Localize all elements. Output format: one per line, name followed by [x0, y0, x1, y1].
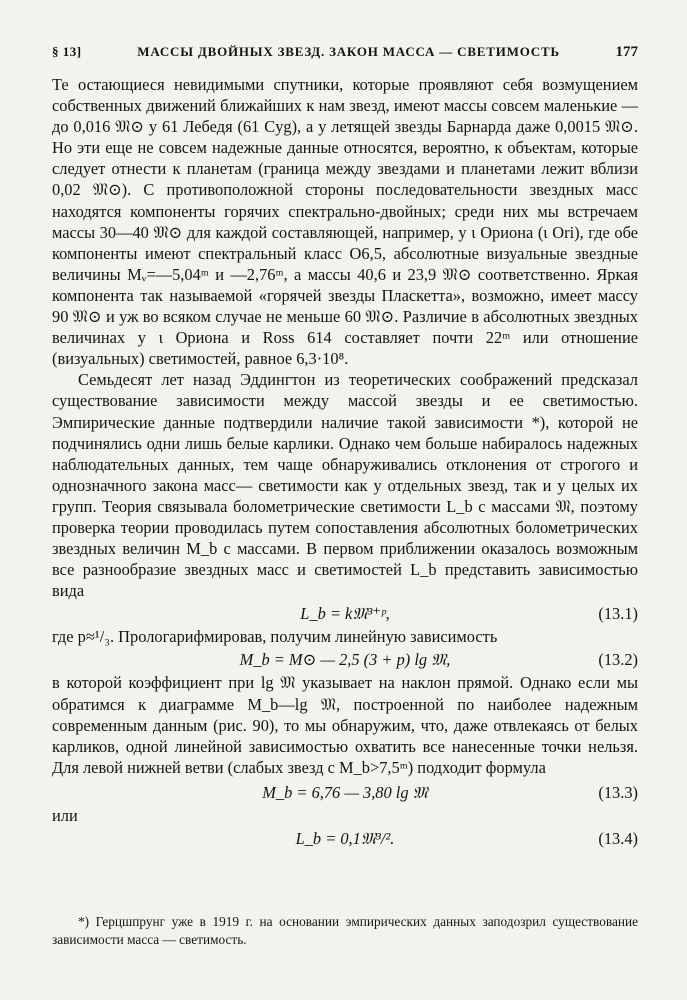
equation-number: (13.2): [598, 650, 638, 670]
equation-expression: M_b = M⊙ — 2,5 (3 + p) lg 𝔐,: [239, 650, 451, 670]
equation-expression: L_b = 0,1𝔐³/².: [295, 829, 395, 848]
paragraph-2: Семьдесят лет назад Эддингтон из теоретических соображений предсказал существование зависимости между массой звезды и ее светимостью. Эмпирические данные подтвердили наличие такой зависимости *), которой не подчинялись одни лишь белые карлики. Однако чем больше набиралось надежных наблюдательных данных, тем чаще обнаруживались отклонения от строгого и однозначного закона масс— светимости как у отдельных звезд, так и у целых их групп. Теория связывала болометрические светимости L_b с массами 𝔐, поэтому проверка теории проводилась путем сопоставления абсолютных болометрических звездных величин M_b с массами. В первом приближении оказалось возможным все разнообразие звездных масс и светимостей L_b представить зависимостью вида: [52, 370, 638, 601]
equation-number: (13.1): [598, 604, 638, 624]
running-header: [52, 44, 638, 74]
paragraph-4: в которой коэффициент при lg 𝔐 указывает на наклон прямой. Однако если мы обратимся к диаграмме M_b—lg 𝔐, построенной по наиболее надежным современным данным (рис. 90), то мы обнаружим, что, даже отвлекаясь от белых карликов, одной линейной зависимостью охватить все нанесенные точки нельзя. Для левой нижней ветви (слабых звезд с M_b>7,5ᵐ) подходит формула: [52, 673, 638, 777]
equation-13-3: [52, 780, 638, 805]
paragraph-5: или: [52, 805, 78, 825]
equation-expression: M_b = 6,76 — 3,80 lg 𝔐: [262, 782, 428, 802]
equation-number: (13.3): [598, 782, 638, 802]
equation-13-4: [52, 826, 638, 851]
paragraph-3: где p≈¹/₃. Прологарифмировав, получим линейную зависимость: [52, 627, 498, 647]
running-title: МАССЫ ДВОЙНЫХ ЗВЕЗД. ЗАКОН МАССА — СВЕТИМОСТЬ: [137, 44, 560, 59]
section-mark: § 13]: [52, 44, 82, 59]
equation-13-2: [52, 647, 638, 672]
page-number: 177: [615, 44, 638, 60]
equation-number: (13.4): [598, 829, 638, 848]
paragraph-1: Те остающиеся невидимыми спутники, которые проявляют себя возмущением собственных движений ближайших к нам звезд, имеют массы совсем маленькие — до 0,016 𝔐⊙ у 61 Лебедя (61 Cyg), а у летящей звезды Барнарда даже 0,0015 𝔐⊙. Но эти еще не совсем надежные данные относятся, вероятно, к объектам, которые следует отнести к планетам (граница между звездами и планетами лежит вблизи 0,02 𝔐⊙). С противоположной стороны последовательности звездных масс находятся компоненты горячих спектрально-двойных; среди них мы встречаем массы 30—40 𝔐⊙ для каждой составляющей, например, у ι Ориона (ι Ori), где обе компоненты имеют спектральный класс O6,5, абсолютные визуальные звездные величины Mᵥ=—5,04ᵐ и —2,76ᵐ, а массы 40,6 и 23,9 𝔐⊙ соответственно. Яркая компонента так называемой «горячей звезды Пласкетта», возможно, имеет массу 90 𝔐⊙ и уж во всяком случае не меньше 60 𝔐⊙. Различие в абсолютных звездных величинах у ι Ориона и Ross 614 составляет почти 22ᵐ или отношение (визуальных) светимостей, равное 6,3·10⁸.: [52, 75, 638, 369]
page-body: [52, 44, 638, 851]
equation-13-1: [52, 601, 638, 626]
footnote: *) Герцшпрунг уже в 1919 г. на основании эмпирических данных заподозрил существование зависимости масса — светимость.: [52, 914, 638, 947]
equation-expression: L_b = k𝔐³⁺ᵖ,: [300, 604, 390, 624]
